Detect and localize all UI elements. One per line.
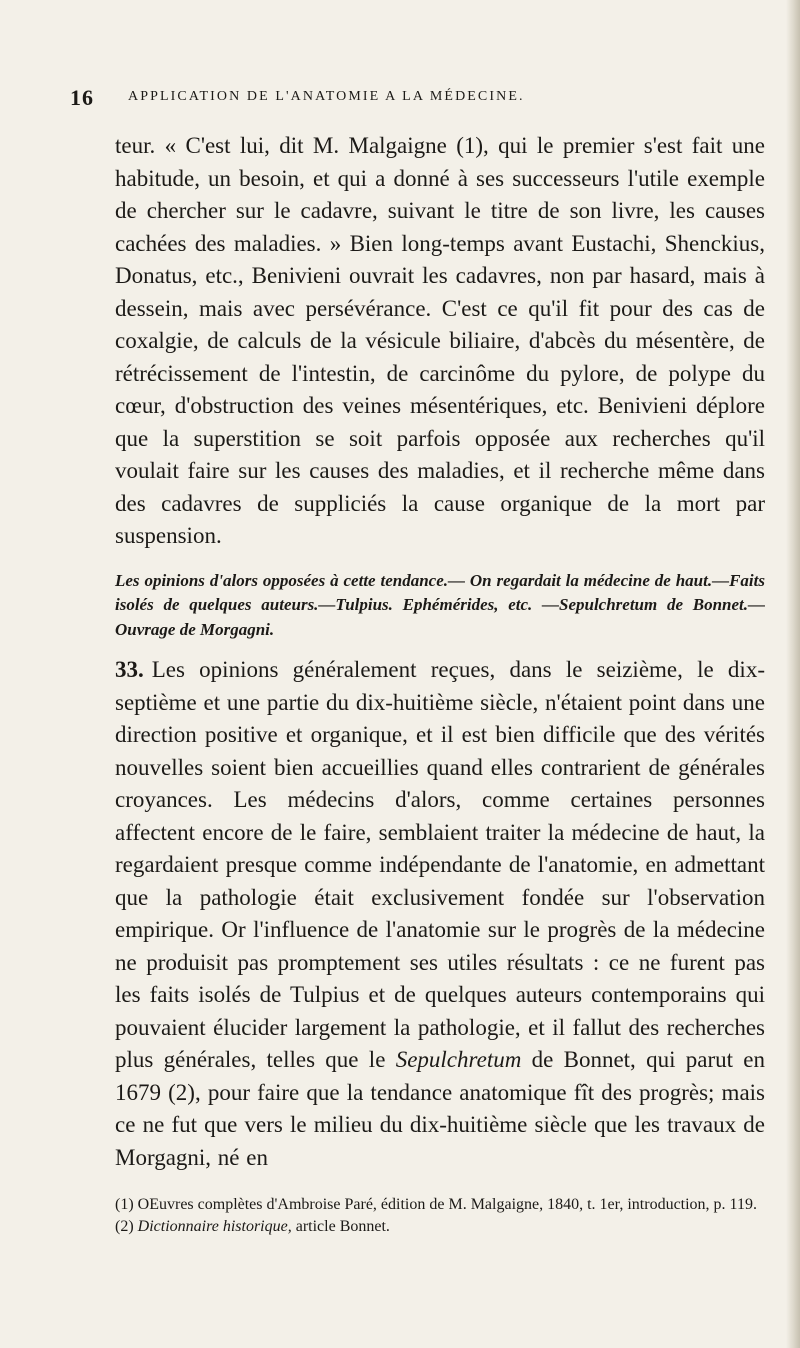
- page-number: 16: [70, 85, 94, 110]
- page-edge: [786, 0, 800, 1348]
- body-text: [115, 130, 765, 1238]
- running-head: [70, 85, 750, 115]
- section-paragraph: [115, 654, 765, 1174]
- footnote-text: OEuvres complètes d'Ambroise Paré, édition de M. Malgaigne, 1840, t. 1er, introduction, p. 119.: [137, 1196, 757, 1213]
- paragraph-continuation: teur. « C'est lui, dit M. Malgaigne (1), qui le premier s'est fait une habitude, un besoin, et qui a donné à ses successeurs l'utile exemple de chercher sur le cadavre, suivant le titre de son livre, les causes cachées des maladies. » Bien long-temps avant Eustachi, Shenckius, Donatus, etc., Benivieni ouvrait les cadavres, non par hasard, mais à dessein, mais avec persévérance. C'est ce qu'il fit pour des cas de coxalgie, de calculs de la vésicule biliaire, d'abcès du mésentère, de rétrécissement de l'intestin, de carcinôme du pylore, de polype du cœur, d'obstruction des veines mésentériques, etc. Benivieni déplore que la superstition se soit parfois opposée aux recherches qu'il voulait faire sur les causes des maladies, et il recherche même dans des cadavres de suppliciés la cause organique de la mort par suspension.: [115, 133, 765, 548]
- footnote: [115, 1216, 765, 1238]
- section-text-a: Les opinions généralement reçues, dans le seizième, le dix-septième et une partie du dix-huitième siècle, n'étaient point dans une direction positive et organique, et il est bien difficile que des vérités nouvelles soient bien accueillies quand elles contrarient de générales croyances. Les médecins d'alors, comme certaines personnes affectent encore de le faire, semblaient traiter la médecine de haut, la regardaient presque comme indépendante de l'anatomie, en admettant que la pathologie était exclusivement fondée sur l'observation empirique. Or l'influence de l'anatomie sur le progrès de la médecine ne produisit pas promptement ses utiles résultats : ce ne furent pas les faits isolés de Tulpius et de quelques auteurs contemporains qui pouvaient élucider largement la pathologie, et il fallut des recherches plus générales, telles que le: [115, 657, 765, 1072]
- running-title: APPLICATION DE L'ANATOMIE A LA MÉDECINE.: [128, 89, 525, 104]
- section-summary: Les opinions d'alors opposées à cette tendance.— On regardait la médecine de haut.—Faits isolés de quelques auteurs.—Tulpius. Ephémérides, etc. —Sepulchretum de Bonnet.—Ouvrage de Morgagni.: [115, 570, 765, 639]
- footnote-title: Dictionnaire historique,: [137, 1218, 292, 1235]
- footnote: [115, 1194, 765, 1216]
- footnote-label: (1): [115, 1196, 134, 1213]
- section-text-b: de Bonnet, qui parut en 1679 (2), pour faire que la tendance anatomique fît des progrès; mais ce ne fut que vers le milieu du dix-huitième siècle que les travaux de Morgagni, né en: [115, 1047, 766, 1170]
- footnotes: [115, 1194, 765, 1238]
- section-number: 33.: [115, 657, 144, 682]
- work-title: Sepulchretum: [395, 1047, 522, 1072]
- footnote-text: article Bonnet.: [295, 1218, 390, 1235]
- footnote-label: (2): [115, 1218, 134, 1235]
